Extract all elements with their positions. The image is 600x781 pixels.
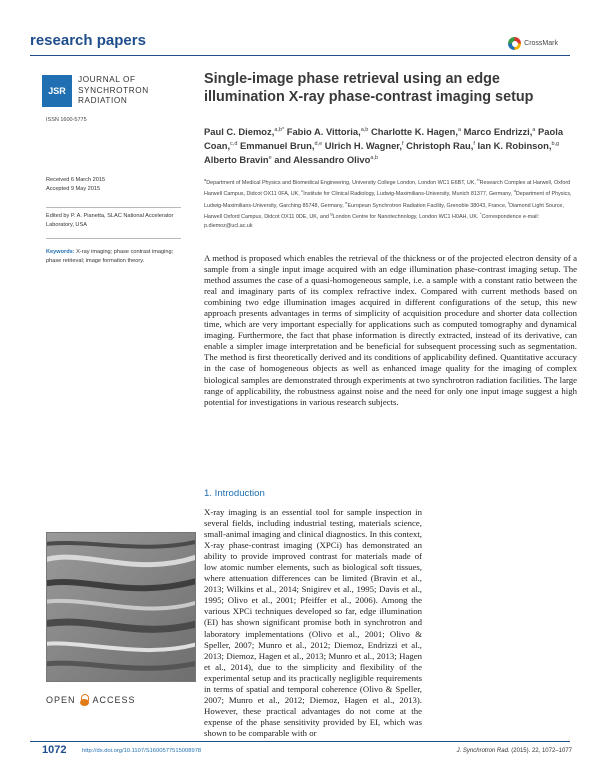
side-divider bbox=[46, 207, 181, 208]
affiliation-marker: * bbox=[479, 211, 482, 217]
journal-name-line: SYNCHROTRON bbox=[78, 85, 149, 95]
affiliation-text: European Synchrotron Radiation Facility, Grenoble 38043, France, bbox=[347, 202, 508, 209]
affiliation-text: Department of Medical Physics and Biomedical Engineering, University College London, London WC1 E6BT, UK, bbox=[206, 179, 478, 186]
author-affiliation-sup: f bbox=[402, 141, 404, 148]
author-name: Ulrich H. Wagner, bbox=[322, 140, 403, 152]
author-name: Ian K. Robinson, bbox=[474, 140, 552, 152]
author-name: Charlotte K. Hagen, bbox=[368, 126, 458, 138]
journal-logo bbox=[42, 75, 149, 107]
author-affiliation-sup: b,g bbox=[551, 141, 560, 148]
author-name: Alberto Bravin bbox=[204, 154, 269, 166]
affiliation-marker: e bbox=[345, 199, 348, 205]
affiliation-text: Diamond Light Source, Harwell Oxford Campus, Didcot OX11 0DE, UK, and bbox=[204, 202, 564, 220]
author-name: Paola Coan, bbox=[204, 126, 564, 152]
citation bbox=[457, 748, 572, 754]
crossmark-badge[interactable] bbox=[508, 37, 558, 50]
author-name: Fabio A. Vittoria, bbox=[284, 126, 361, 138]
open-access-badge bbox=[46, 694, 136, 706]
introduction-text: X-ray imaging is an essential tool for sample inspection in several fields, including industrial testing, materials science, small-animal imaging and clinical diagnostics. In this context, X-ray phase-contrast imaging (XPCi) has demonstrated an ability to provide improved contrast for materials made of low atomic number elements, such as biological soft tissues, where attenuation differences can be limited (Bravin et al., 2013; Wilkins et al., 2014; Snigirev et al., 1995; Davis et al., 1995; Olivo et al., 2001; Pfeiffer et al., 2006). Among the various XPCi techniques developed so far, edge illumination (EI) has shown significant promise both in synchrotron and laboratory implementations (Olivo et al., 2001; Olivo & Speller, 2007; Munro et al., 2012; Diemoz, Endrizzi et al., 2013; Diemoz, Hagen et al., 2013; Munro et al., 2013; Hagen et al., 2014), due to the simplicity and flexibility of the experimental setup and its practically negligible requirements in terms of spatial and temporal coherence (Olivo & Speller, 2007; Munro et al., 2012; Diemoz, Hagen et al., 2013). However, these practical advantages do not come at the expense of the phase sensitivity provided by EI, which was shown to be comparable with or bbox=[204, 507, 422, 738]
author-affiliation-sup: a,b* bbox=[274, 127, 285, 133]
keywords-label: Keywords: bbox=[46, 249, 75, 255]
edited-by: Edited by P. A. Pianetta, SLAC National Accelerator Laboratory, USA bbox=[46, 213, 174, 228]
author-affiliation-sup: a bbox=[532, 127, 536, 133]
affiliation-text: Correspondence e-mail: p.diemoz@ucl.ac.uk bbox=[204, 213, 540, 229]
article-title: Single-image phase retrieval using an edge illumination X-ray phase-contrast imaging setup bbox=[204, 71, 534, 105]
author-name: Marco Endrizzi, bbox=[461, 126, 533, 138]
affiliations bbox=[204, 176, 576, 230]
open-access-text-part: OPEN bbox=[46, 695, 76, 705]
author-name: Emmanuel Brun, bbox=[237, 140, 315, 152]
author-list bbox=[204, 124, 574, 166]
affiliation-text: Department of Physics, Ludwig-Maximilians-University, Garching 85748, Germany, bbox=[204, 191, 572, 209]
author-affiliation-sup: c,d bbox=[230, 141, 238, 148]
journal-name bbox=[78, 75, 149, 107]
open-access-text-part: ACCESS bbox=[92, 695, 136, 705]
author-name: Paul C. Diemoz, bbox=[204, 126, 275, 138]
footer-divider bbox=[30, 741, 570, 742]
journal-section-title: research papers bbox=[30, 32, 146, 49]
jsr-logo-icon: JSR bbox=[42, 75, 72, 107]
issn: ISSN 1600-5775 bbox=[46, 117, 87, 123]
affiliation-marker: c bbox=[301, 188, 304, 194]
affiliation-marker: b bbox=[477, 177, 480, 182]
author-name: and Alessandro Olivo bbox=[271, 154, 371, 166]
side-divider bbox=[46, 238, 181, 239]
keywords bbox=[46, 248, 181, 265]
author-affiliation-sup: f bbox=[473, 141, 475, 148]
header-divider bbox=[30, 55, 570, 56]
phase-image-graphic bbox=[47, 533, 196, 682]
journal-abbr: J. Synchrotron Rad. bbox=[456, 748, 510, 754]
author-affiliation-sup: a,b bbox=[370, 155, 378, 162]
affiliation-marker: g bbox=[330, 211, 333, 217]
section-heading: 1. Introduction bbox=[204, 488, 265, 499]
journal-name-line: JOURNAL OF bbox=[78, 75, 136, 84]
abstract: A method is proposed which enables the retrieval of the thickness or of the projected electron density of a sample from a single input image acquired with an edge illumination phase-contrast imaging setup. The method assumes the case of a quasi-homogeneous sample, i.e. a sample with a constant ratio between the real and imaginary parts of its complex refractive index. Compared with current methods based on combining two edge illumination images acquired in different configurations of the setup, this new approach presents advantages in terms of simplicity of acquisition procedure and shorter data collection time, which are very important especially for applications such as computed tomography and dynamical imaging. Furthermore, the fact that phase information is directly extracted, instead of its derivative, can enable a simpler image interpretation and be beneficial for subsequent processing such as segmentation. The method is first theoretically derived and its conditions of applicability defined. Quantitative accuracy in the case of homogeneous objects as well as enhanced image quality for the imaging of complex biological samples are demonstrated through experiments at two synchrotron radiation facilities. The large range of applicability, the robustness against noise and the need for only one input image suggest a high potential for investigations in various research subjects. bbox=[204, 253, 577, 407]
affiliation-text: Research Complex at Harwell, Oxford Harwell Campus, Didcot OX11 0FA, UK, bbox=[204, 179, 571, 198]
author-affiliation-sup: a,b bbox=[360, 127, 369, 133]
crossmark-icon bbox=[508, 37, 521, 50]
received-date: Received 6 March 2015 bbox=[46, 177, 106, 183]
affiliation-text: London Centre for Nanotechnology, London WC1 H0AH, UK. bbox=[332, 213, 480, 220]
doi-link[interactable]: http://dx.doi.org/10.1107/S1600577515008978 bbox=[82, 748, 202, 754]
author-affiliation-sup: a bbox=[457, 127, 462, 133]
affiliation-marker: d bbox=[513, 188, 516, 194]
accepted-date: Accepted 9 May 2015 bbox=[46, 186, 101, 192]
author-name: Christoph Rau, bbox=[403, 140, 474, 152]
author-affiliation-sup: e bbox=[268, 155, 272, 162]
journal-name-line: RADIATION bbox=[78, 96, 128, 105]
citation-details: (2015). 22, 1072–1077 bbox=[509, 748, 572, 754]
author-affiliation-sup: d,e bbox=[314, 141, 323, 148]
affiliation-text: Institute for Clinical Radiology, Ludwig-Maximilians-University, Munich 81377, Germany, bbox=[303, 191, 514, 198]
affiliation-marker: f bbox=[507, 199, 510, 205]
affiliation-marker: a bbox=[204, 177, 207, 182]
sample-image bbox=[46, 532, 196, 682]
page-number: 1072 bbox=[42, 744, 67, 756]
crossmark-label: CrossMark bbox=[524, 40, 558, 47]
open-access-lock-icon bbox=[80, 694, 89, 706]
keywords-text: X-ray imaging; phase contrast imaging; phase retrieval; image formation theory. bbox=[46, 249, 174, 264]
